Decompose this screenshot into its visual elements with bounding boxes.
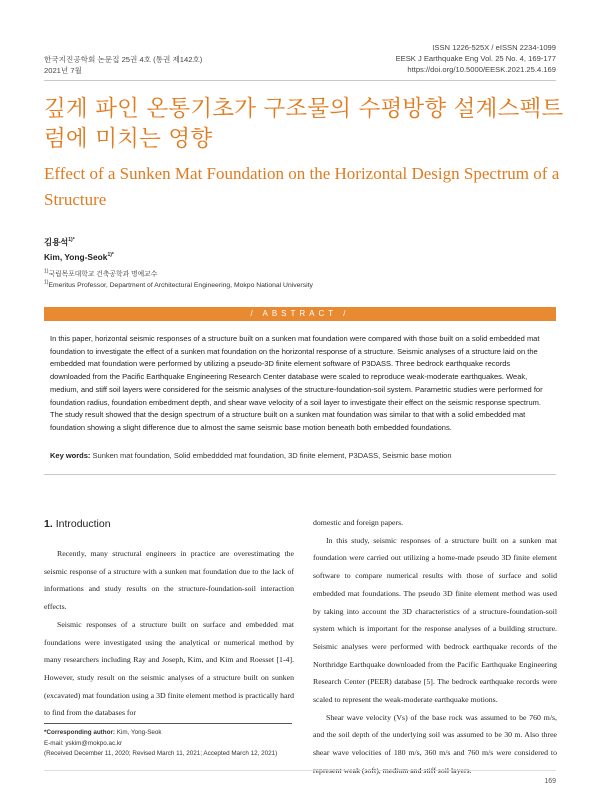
journal-info-ko (44, 54, 202, 76)
left-column (44, 545, 294, 722)
author-name-ko-text: 김용석 (44, 237, 69, 247)
affiliation-en (44, 279, 313, 289)
abstract-heading-bar: / ABSTRACT / (44, 307, 556, 321)
intro-paragraph-1: Recently, many structural engineers in practice are overestimating the seismic response of a structure with a sunken mat foundation due to the lack of informations and study results on the structure-foundation-soil interaction effects. (44, 549, 294, 612)
title-english: Effect of a Sunken Mat Foundation on the Horizontal Design Spectrum of a Structure (44, 164, 560, 209)
author-name-en (44, 252, 114, 262)
author-sup-en: 1)* (107, 252, 114, 259)
doi-link[interactable]: https://doi.org/10.5000/EESK.2021.25.4.169 (407, 65, 556, 74)
page-number: 169 (544, 778, 556, 785)
author-name-ko (44, 236, 75, 248)
affiliation-en-text: Emeritus Professor, Department of Architectural Engineering, Mokpo National University (48, 282, 313, 289)
author-name-en-text: Kim, Yong-Seok (44, 252, 108, 262)
header-divider (44, 80, 556, 81)
right-column (313, 514, 557, 780)
section-title: Introduction (55, 518, 111, 530)
aff-sup-ko: 1) (44, 268, 49, 275)
received-dates: (Received December 11, 2020; Revised March 11, 2021; Accepted March 12, 2021) (44, 750, 278, 757)
section-heading-introduction (44, 518, 111, 530)
aff-sup-en: 1) (44, 279, 49, 286)
corr-email[interactable]: E-mail: yskim@mokpo.ac.kr (44, 739, 123, 747)
footnote-divider (44, 723, 292, 724)
keywords-label: Key words: (50, 451, 91, 460)
abstract-divider (44, 474, 556, 475)
issn: ISSN 1226-525X / eISSN 2234-1099 (432, 43, 556, 52)
affiliation-ko (44, 268, 157, 278)
affiliation-ko-text: 국립목포대학교 건축공학과 명예교수 (48, 271, 158, 278)
page-footer-divider (44, 770, 556, 771)
intro-paragraph-2: Seismic responses of a structure built on surface and embedded mat foundations were investigated using the analytical or numerical method by many researchers including Ray and Joseph, Kim, and Kim and Roesset [1-4]. However, study result on the seismic analyses of a structure built on sunken (excavated) mat foundation using a 3D finite element method is practically hard to find from the databases for (44, 619, 294, 718)
keywords (50, 451, 452, 460)
corr-label: *Corresponding author: (44, 729, 116, 736)
intro-paragraph-4: Shear wave velocity (Vs) of the base rock was assumed to be 760 m/s, and the soil depth of the underlying soil was assumed to be 30 m. Also three shear wave velocities of 180 m/s, 360 m/s and 760 m/s were considered to (313, 712, 557, 758)
journal-info-en (396, 42, 556, 75)
footnote (44, 728, 277, 760)
keywords-list: Sunken mat foundation, Solid embeddded mat foundation, 3D finite element, P3DASS, Seismic base motion (92, 451, 452, 460)
corresponding-author (44, 728, 277, 739)
journal-name-en: EESK J Earthquake Eng Vol. 25 No. 4, 169-177 (395, 54, 556, 63)
corr-name: Kim, Yong-Seok (116, 729, 162, 736)
intro-paragraph-2-cont: domestic and foreign papers. (313, 518, 404, 527)
issue-date-ko: 2021년 7월 (44, 66, 82, 75)
title-korean: 깊게 파인 온통기초가 구조물의 수평방향 설계스펙트럼에 미치는 영향 (44, 96, 564, 152)
section-number: 1. (44, 518, 53, 530)
journal-name-ko: 한국지진공학회 논문집 25권 4호 (통권 제142호) (44, 55, 203, 64)
intro-paragraph-3: In this study, seismic responses of a structure built on a sunken mat foundation were carried out utilizing a home-made pseudo 3D finite element software to compare numerical results with those of surface and solid embedded mat foundations. The pseudo 3D finite element method was used by taking into account the 3D characteristics of a structure-foundation-soil system which is important for the response analyses of a building structure. Seismic analyses were performed with bedrock earthquake records of the Northridge Earthquake downloaded from the Pacific Earthquake Engineering Research Center (PEER) database [5]. The bedrock earthquake records were scaled to represent the weak-moderate earthquake motions. (313, 535, 557, 705)
abstract-text: In this paper, horizontal seismic responses of a structure built on a sunken mat foundation were compared with those built on a solid embedded mat foundation to investigate the effect of a sunken mat foundation on the horizontal response of a structure. Seismic analyses of a structure laid on the embedded mat foundation were performed by utilizing a pseudo-3D finite element software of P3DASS. Three bedrock earthquake records downloaded from the Pacific Earthquake Engineering Research Center database were scaled to reproduce weak-moderate earthquakes. Weak, medium, and stiff soil layers were considered for the seismic analyses of the structure-foundation-soil system. Parametric studies were performed for foundation radius, foundation embedment depth, and shear wave velocity of a soil layer to investigate their effect on the seismic response spectrum. The study result showed that the design spectrum of a structure built on a sunken mat foundation was similar to that with a solid embedded mat foundation showing a slight difference due to almost the same seismic base motion beneath both embedded foundations. (50, 334, 543, 432)
author-sup: 1)* (68, 237, 75, 244)
